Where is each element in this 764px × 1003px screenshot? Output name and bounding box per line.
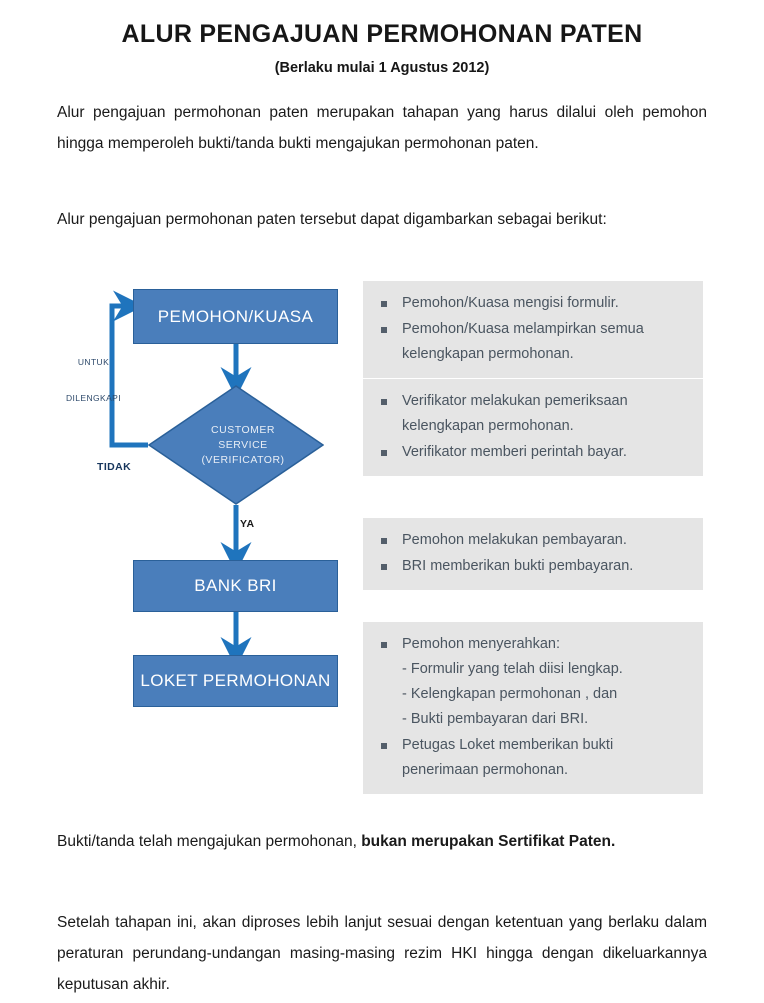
edge-label-untuk: UNTUK [77,357,110,367]
edge-label-ya: YA [240,518,255,530]
flow-node-pemohon-label: PEMOHON/KUASA [157,306,314,326]
paragraph-closing: Setelah tahapan ini, akan diproses lebih lanjut sesuai dengan ketentuan yang berlaku dalam peraturan perundang-undangan masing-masing rezim HKI hingga dengan dikeluarkannya keputusan akhir. [57,914,707,993]
bullet-square-icon [381,564,387,570]
flow-node-loket-permohonan[interactable] [133,655,338,707]
bullet-square-icon [381,743,387,749]
annotation-subitem-text: - Formulir yang telah diisi lengkap. [402,661,623,677]
annotation-item-text: Verifikator melakukan pemeriksaan kelengkapan permohonan. [402,393,628,434]
note-bold-text: bukan merupakan Sertifikat Paten. [361,833,616,850]
flow-node-customer-service-label [148,385,324,505]
edge-label-dilengkapi: DILENGKAPI [66,393,122,403]
annotation-list-3 [375,528,689,579]
annotation-item [375,632,689,732]
annotation-item-text: Pemohon melakukan pembayaran. [402,532,627,548]
flow-node-bank-label: BANK BRI [194,576,277,595]
annotation-item [375,733,689,783]
flow-node-pemohon-kuasa[interactable] [133,289,338,344]
cs-label-line-2: SERVICE [218,438,268,451]
bullet-square-icon [381,450,387,456]
annotation-item [375,554,689,579]
annotation-item-text: Verifikator memberi perintah bayar. [402,444,627,460]
annotation-item [375,317,689,367]
bullet-square-icon [381,642,387,648]
annotation-item-text: Pemohon/Kuasa mengisi formulir. [402,295,619,311]
annotation-subitem-text: - Kelengkapan permohonan , dan [402,686,618,702]
page-title: ALUR PENGAJUAN PERMOHONAN PATEN [121,20,643,48]
annotation-item-text: Pemohon/Kuasa melampirkan semua kelengkapan permohonan. [402,321,644,362]
bullet-square-icon [381,538,387,544]
bullet-square-icon [381,327,387,333]
flow-node-bank-bri[interactable] [133,560,338,612]
annotation-panel-3 [363,518,703,590]
annotation-list-1 [375,291,689,367]
annotation-item [375,528,689,553]
annotation-list-4 [375,632,689,783]
annotation-item-text: BRI memberikan bukti pembayaran. [402,558,634,574]
flow-node-loket-label: LOKET PERMOHONAN [140,671,331,690]
flow-node-customer-service[interactable] [148,385,324,505]
bullet-square-icon [381,301,387,307]
annotation-item-text: Petugas Loket memberikan bukti penerimaan permohonan. [402,737,614,778]
flowchart-diagram [0,270,764,810]
paragraph-intro-1: Alur pengajuan permohonan paten merupakan tahapan yang harus dilalui oleh pemohon hingga memperoleh bukti/tanda bukti mengajukan permohonan paten. [57,104,707,152]
cs-label-line-3: (VERIFICATOR) [201,453,285,466]
edge-label-tidak: TIDAK [97,461,132,473]
annotation-panel-1 [363,281,703,378]
paragraph-note [57,826,707,857]
annotation-subitem-text: - Bukti pembayaran dari BRI. [402,711,589,727]
annotation-item [375,440,689,465]
edge-label-untuk-dilengkapi [66,332,121,428]
bullet-square-icon [381,399,387,405]
annotation-item [375,291,689,316]
page-subtitle: (Berlaku mulai 1 Agustus 2012) [274,60,490,76]
note-lead-text: Bukti/tanda telah mengajukan permohonan, [57,833,362,850]
annotation-item [375,389,689,439]
cs-label-line-1: CUSTOMER [211,423,275,436]
paragraph-intro-2: Alur pengajuan permohonan paten tersebut dapat digambarkan sebagai berikut: [57,211,607,228]
annotation-item-text: Pemohon menyerahkan: [402,636,560,652]
annotation-panel-4 [363,622,703,794]
annotation-list-2 [375,389,689,465]
annotation-panel-2 [363,379,703,476]
